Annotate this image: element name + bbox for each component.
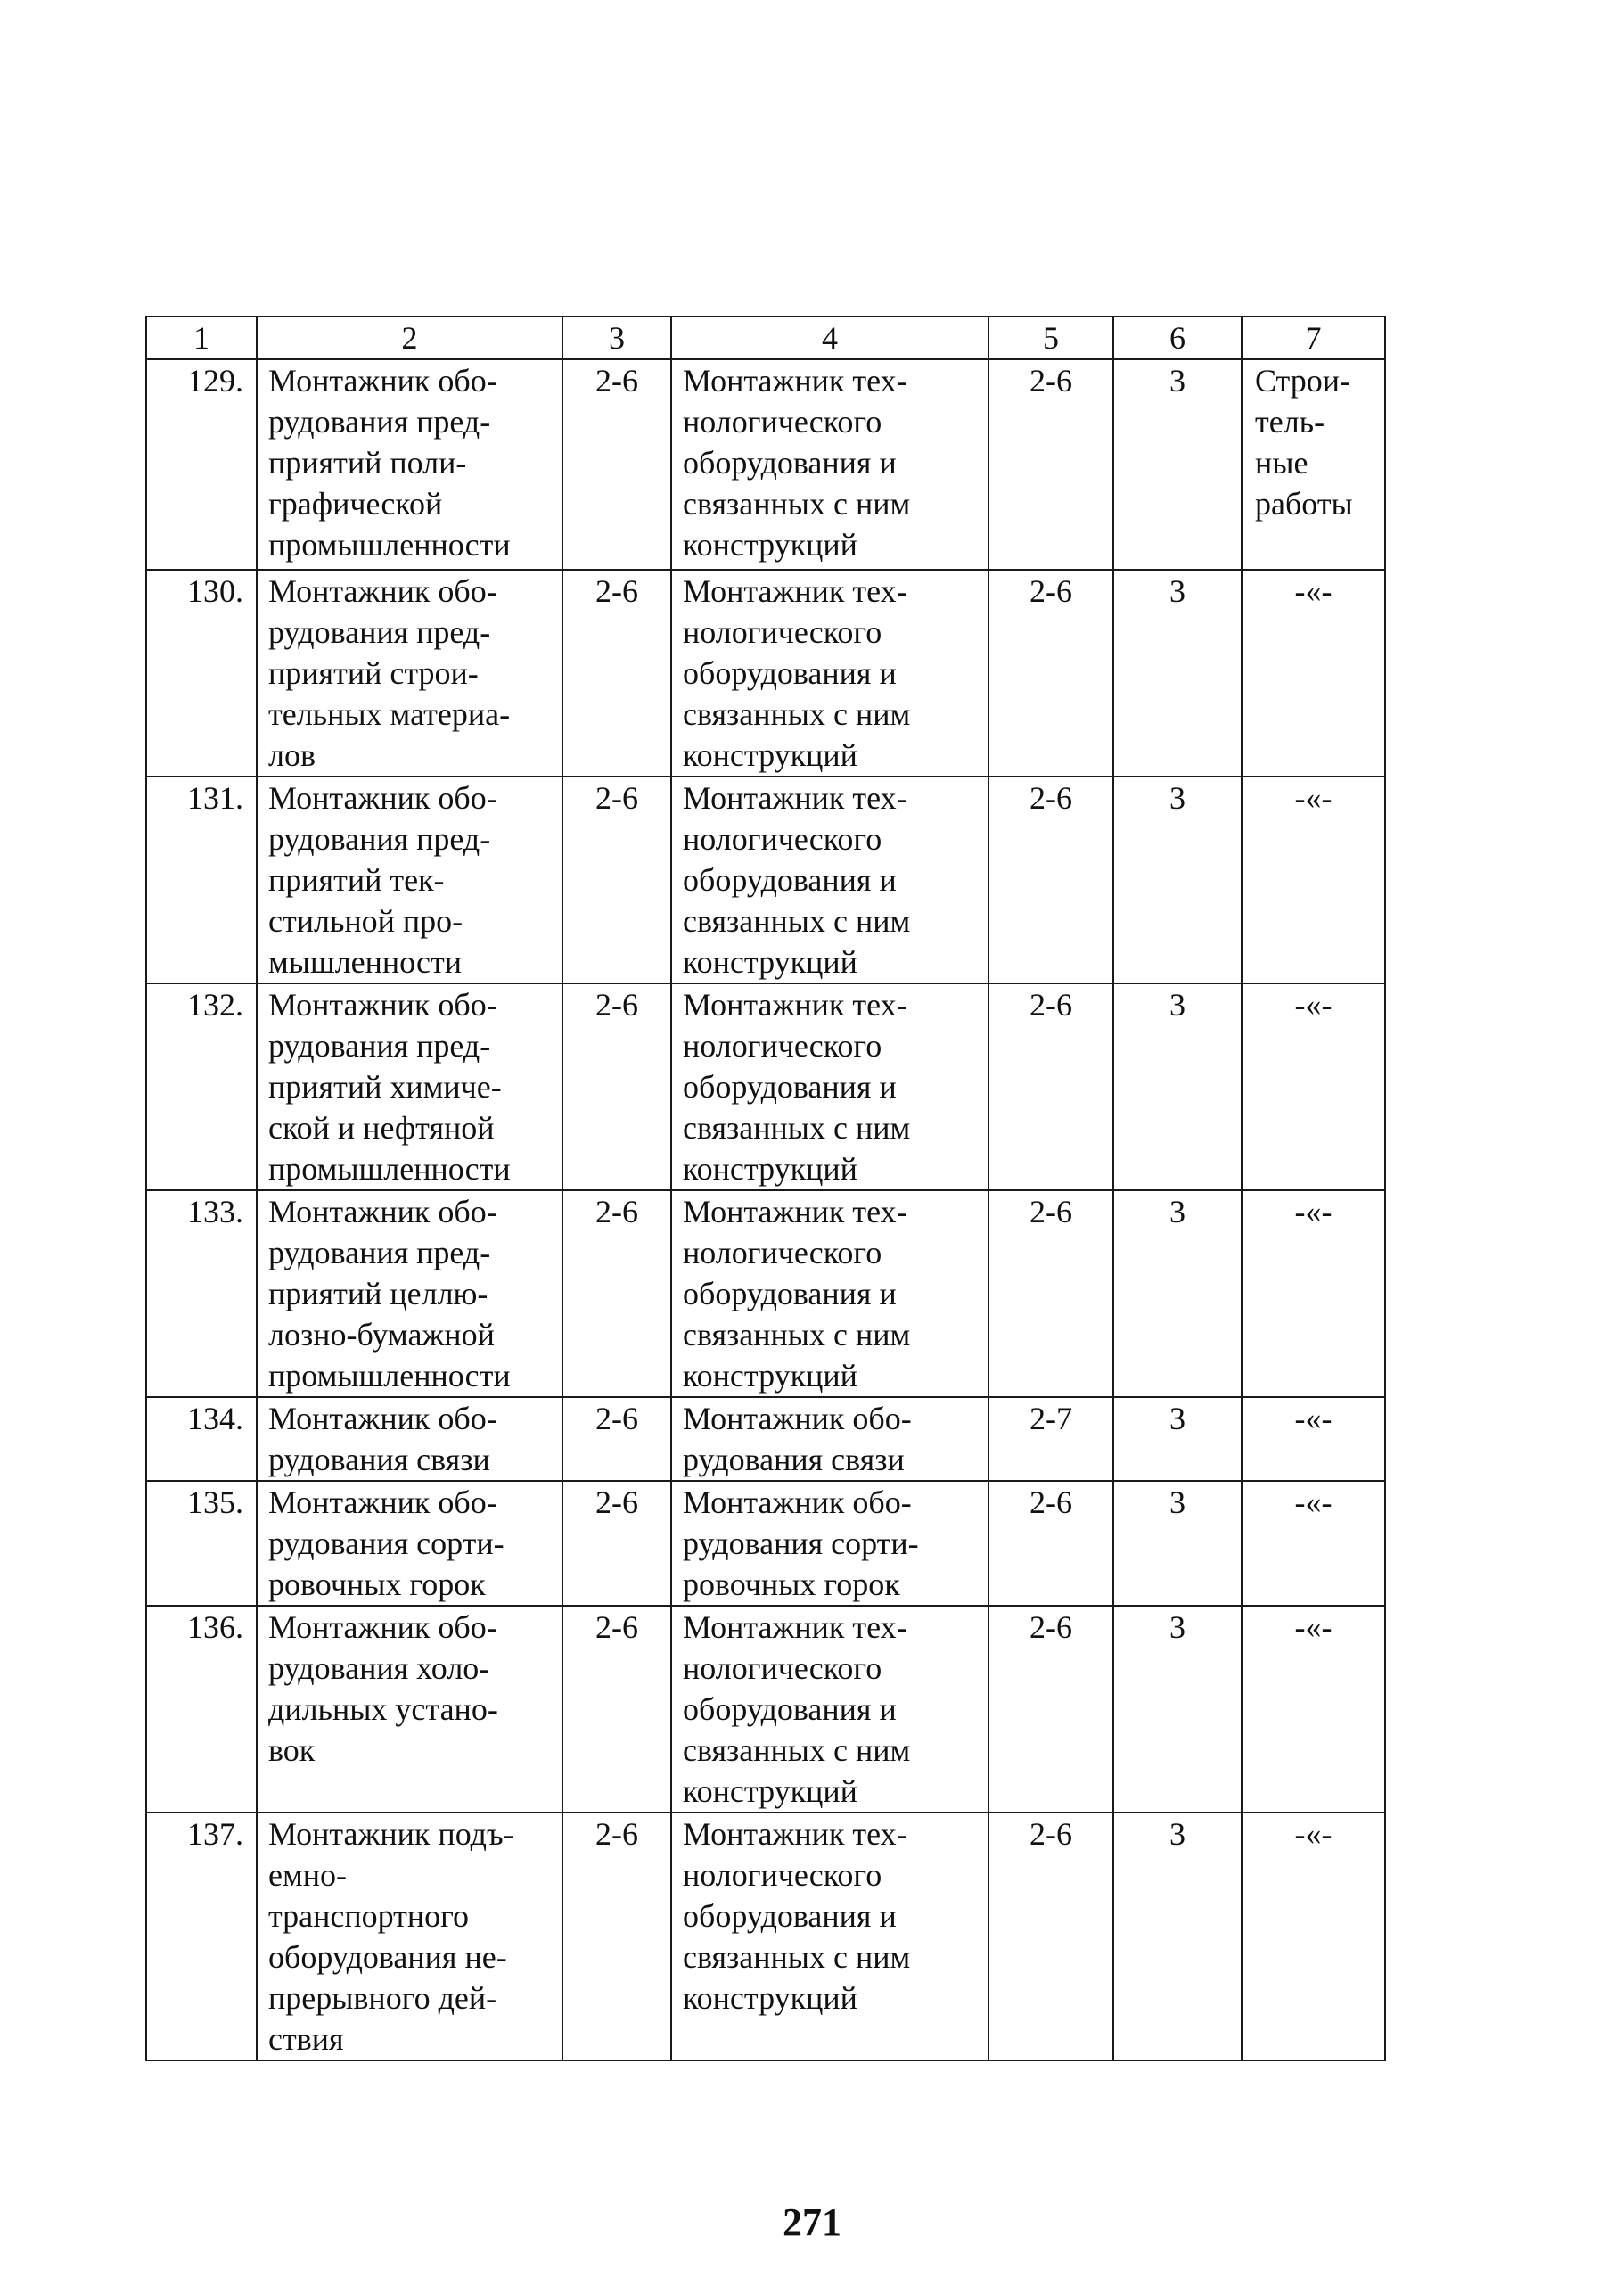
grade-range-cell: 2-6 [562,777,671,983]
cell-text-line: связанных с ним [683,903,911,939]
work-type-cell [1242,359,1385,570]
profession-name-cell [257,777,562,983]
grade-range-cell: 2-6 [562,570,671,777]
related-grade-range-cell: 2-6 [988,983,1113,1190]
related-grade-range-cell: 2-6 [988,777,1113,983]
cell-text-line: рудования пред- [268,404,491,440]
cell-text-line: Монтажник тех- [683,363,907,399]
work-type-cell [1242,777,1385,983]
cell-text-line: Монтажник обо- [268,780,497,816]
code-cell: 3 [1113,359,1242,570]
header-cell: 7 [1242,317,1385,359]
code-cell: 3 [1113,570,1242,777]
cell-text-line: емно- [268,1857,348,1893]
cell-text-line: конструкций [683,1151,857,1187]
cell-text-line: рудования пред- [268,1028,491,1064]
page-number: 271 [783,2200,841,2244]
code-cell: 3 [1113,1606,1242,1813]
cell-text-line: Монтажник обо- [268,1194,497,1229]
table-row [146,983,1385,1190]
cell-text-line: стильной про- [268,903,463,939]
work-type-cell [1242,983,1385,1190]
cell-text-line: -«- [1294,1401,1333,1436]
cell-text-line: транспортного [268,1898,470,1934]
cell-text-line: рудования пред- [268,821,491,857]
code-cell: 3 [1113,1813,1242,2060]
related-profession-cell [671,777,988,983]
cell-text-line: -«- [1294,987,1333,1023]
related-profession-cell [671,1481,988,1606]
header-cell: 3 [562,317,671,359]
cell-text-line: -«- [1294,780,1333,816]
related-grade-range-cell: 2-6 [988,1606,1113,1813]
header-cell: 6 [1113,317,1242,359]
row-number-cell: 136. [146,1606,257,1813]
profession-name-cell [257,1397,562,1481]
cell-text-line: связанных с ним [683,486,911,522]
cell-text-line: лов [268,737,316,773]
table-body [146,317,1385,2060]
grade-range-cell: 2-6 [562,1481,671,1606]
cell-text-line: рудования пред- [268,1235,491,1270]
cell-text-line: -«- [1294,1609,1333,1645]
cell-text-line: промышленности [268,1358,511,1394]
grade-range-cell: 2-6 [562,1190,671,1397]
grade-range-cell: 2-6 [562,1397,671,1481]
profession-name-cell [257,1190,562,1397]
related-profession-cell [671,1606,988,1813]
cell-text-line: связанных с ним [683,1110,911,1146]
cell-text-line: Монтажник подъ- [268,1816,514,1852]
table-row [146,777,1385,983]
cell-text-line: Монтажник тех- [683,1609,907,1645]
cell-text-line: Монтажник тех- [683,573,907,609]
row-number-cell: 131. [146,777,257,983]
grade-range-cell: 2-6 [562,983,671,1190]
cell-text-line: конструкций [683,1358,857,1394]
cell-text-line: лозно-бумажной [268,1317,495,1353]
cell-text-line: конструкций [683,1773,857,1809]
related-grade-range-cell: 2-6 [988,359,1113,570]
cell-text-line: промышленности [268,527,511,563]
cell-text-line: Монтажник обо- [268,987,497,1023]
cell-text-line: Монтажник обо- [268,573,497,609]
cell-text-line: Монтажник тех- [683,780,907,816]
cell-text-line: -«- [1294,1816,1333,1852]
cell-text-line: приятий поли- [268,445,467,481]
cell-text-line: оборудования и [683,445,897,481]
work-type-cell [1242,1190,1385,1397]
cell-text-line: Монтажник обо- [683,1484,912,1520]
cell-text-line: Монтажник обо- [268,1484,497,1520]
cell-text-line: Монтажник тех- [683,1816,907,1852]
header-row [146,317,1385,359]
related-profession-cell [671,983,988,1190]
cell-text-line: связанных с ним [683,1317,911,1353]
row-number-cell: 137. [146,1813,257,2060]
cell-text-line: тель- [1255,404,1325,440]
cell-text-line: Монтажник тех- [683,987,907,1023]
document-sheet [145,316,1384,2061]
cell-text-line: Монтажник обо- [683,1401,912,1436]
cell-text-line: Монтажник тех- [683,1194,907,1229]
table-row [146,1481,1385,1606]
cell-text-line: конструкций [683,737,857,773]
table-row [146,570,1385,777]
grade-range-cell: 2-6 [562,359,671,570]
cell-text-line: Строи- [1255,363,1350,399]
cell-text-line: нологического [683,1028,882,1064]
profession-name-cell [257,570,562,777]
cell-text-line: графической [268,486,443,522]
related-profession-cell [671,359,988,570]
cell-text-line: ные [1255,445,1308,481]
cell-text-line: приятий тек- [268,862,445,898]
cell-text-line: оборудования и [683,1069,897,1105]
related-grade-range-cell: 2-6 [988,1190,1113,1397]
cell-text-line: нологического [683,1650,882,1686]
code-cell: 3 [1113,1397,1242,1481]
table-row [146,1190,1385,1397]
header-cell: 1 [146,317,257,359]
profession-name-cell [257,983,562,1190]
cell-text-line: оборудования не- [268,1939,507,1975]
row-number-cell: 129. [146,359,257,570]
cell-text-line: тельных материа- [268,696,511,732]
cell-text-line: нологического [683,404,882,440]
cell-text-line: мышленности [268,944,463,980]
grade-range-cell: 2-6 [562,1606,671,1813]
cell-text-line: -«- [1294,1484,1333,1520]
profession-name-cell [257,359,562,570]
table-row [146,1397,1385,1481]
header-cell: 5 [988,317,1113,359]
work-type-cell [1242,570,1385,777]
related-profession-cell [671,1190,988,1397]
cell-text-line: работы [1255,486,1353,522]
cell-text-line: оборудования и [683,862,897,898]
cell-text-line: прерывного дей- [268,1980,497,2016]
work-type-cell [1242,1606,1385,1813]
row-number-cell: 133. [146,1190,257,1397]
cell-text-line: связанных с ним [683,1939,911,1975]
profession-name-cell [257,1606,562,1813]
cell-text-line: ровочных горок [268,1566,486,1602]
code-cell: 3 [1113,1190,1242,1397]
cell-text-line: конструкций [683,944,857,980]
cell-text-line: приятий химиче- [268,1069,502,1105]
related-profession-cell [671,1397,988,1481]
related-grade-range-cell: 2-7 [988,1397,1113,1481]
code-cell: 3 [1113,1481,1242,1606]
cell-text-line: -«- [1294,573,1333,609]
code-cell: 3 [1113,983,1242,1190]
cell-text-line: оборудования и [683,1898,897,1934]
cell-text-line: нологического [683,1857,882,1893]
grade-range-cell: 2-6 [562,1813,671,2060]
cell-text-line: рудования связи [683,1442,905,1477]
cell-text-line: Монтажник обо- [268,363,497,399]
header-cell: 2 [257,317,562,359]
professions-table [145,316,1386,2061]
cell-text-line: вок [268,1732,316,1768]
cell-text-line: Монтажник обо- [268,1609,497,1645]
cell-text-line: промышленности [268,1151,511,1187]
cell-text-line: оборудования и [683,1276,897,1311]
cell-text-line: ской и нефтяной [268,1110,495,1146]
related-grade-range-cell: 2-6 [988,1481,1113,1606]
cell-text-line: оборудования и [683,1691,897,1727]
cell-text-line: оборудования и [683,655,897,691]
cell-text-line: ровочных горок [683,1566,900,1602]
cell-text-line: Монтажник обо- [268,1401,497,1436]
table-row [146,1606,1385,1813]
row-number-cell: 134. [146,1397,257,1481]
work-type-cell [1242,1397,1385,1481]
work-type-cell [1242,1481,1385,1606]
cell-text-line: нологического [683,1235,882,1270]
row-number-cell: 135. [146,1481,257,1606]
cell-text-line: ствия [268,2021,344,2057]
profession-name-cell [257,1481,562,1606]
related-grade-range-cell: 2-6 [988,1813,1113,2060]
related-profession-cell [671,570,988,777]
profession-name-cell [257,1813,562,2060]
header-cell: 4 [671,317,988,359]
table-row [146,1813,1385,2060]
cell-text-line: рудования холо- [268,1650,490,1686]
table-row [146,359,1385,570]
cell-text-line: рудования сорти- [683,1525,919,1561]
cell-text-line: связанных с ним [683,1732,911,1768]
cell-text-line: приятий целлю- [268,1276,488,1311]
cell-text-line: нологического [683,614,882,650]
cell-text-line: рудования пред- [268,614,491,650]
cell-text-line: рудования связи [268,1442,490,1477]
related-profession-cell [671,1813,988,2060]
cell-text-line: конструкций [683,1980,857,2016]
cell-text-line: рудования сорти- [268,1525,504,1561]
row-number-cell: 130. [146,570,257,777]
cell-text-line: -«- [1294,1194,1333,1229]
row-number-cell: 132. [146,983,257,1190]
code-cell: 3 [1113,777,1242,983]
work-type-cell [1242,1813,1385,2060]
cell-text-line: нологического [683,821,882,857]
related-grade-range-cell: 2-6 [988,570,1113,777]
cell-text-line: конструкций [683,527,857,563]
cell-text-line: приятий строи- [268,655,479,691]
cell-text-line: дильных устано- [268,1691,498,1727]
cell-text-line: связанных с ним [683,696,911,732]
